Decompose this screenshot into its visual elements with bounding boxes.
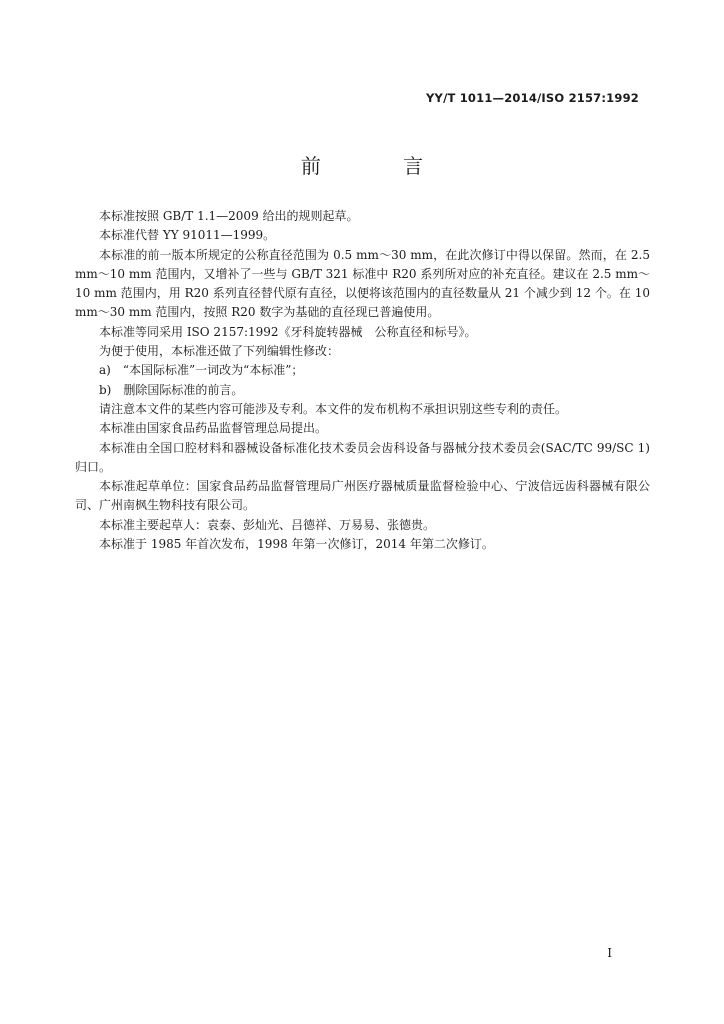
paragraph: 请注意本文件的某些内容可能涉及专利。本文件的发布机构不承担识别这些专利的责任。 — [99, 401, 568, 416]
list-item: a) “本国际标准”一词改为“本标准”； — [99, 363, 304, 378]
standard-code: YY/T 1011—2014/ISO 2157:1992 — [426, 91, 639, 105]
paragraph: 本标准于 1985 年首次发布，1998 年第一次修订，2014 年第二次修订。 — [99, 537, 494, 552]
paragraph: 本标准按照 GB/T 1.1—2009 给出的规则起草。 — [99, 209, 359, 223]
paragraph: 本标准由全国口腔材料和器械设备标准化技术委员会齿科设备与器械分技术委员会(SAC/TC 99/SC 1)归口。 — [75, 440, 650, 474]
paragraph: 为便于使用，本标准还做了下列编辑性修改： — [99, 344, 340, 359]
page-number: I — [607, 946, 612, 960]
paragraph: 本标准由国家食品药品监督管理总局提出。 — [99, 421, 328, 436]
paragraph: 本标准起草单位：国家食品药品监督管理局广州医疗器械质量监督检验中心、宁波信远齿科器械有限公司、广州南枫生物科技有限公司。 — [75, 479, 650, 513]
paragraph: 本标准等同采用 ISO 2157:1992《牙科旋转器械 公称直径和标号》。 — [99, 324, 477, 339]
paragraph: 本标准的前一版本所规定的公称直径范围为 0.5 mm～30 mm，在此次修订中得以保留。然而，在 2.5 mm～10 mm 范围内，又增补了一些与 GB/T 321 标准中 R20 系列所对应的补充直径。建议在 2.5 mm～10 mm 范围内，用 R20 系列直径替代原有直径，以便将该范围内的直径数量从 21 个减少到 12 个。在 10 mm～30 mm 范围内，按照 R20 数字为基础的直径现已普遍使用。 — [75, 247, 650, 320]
list-item: b) 删除国际标准的前言。 — [99, 382, 244, 397]
foreword-body — [75, 207, 650, 554]
page-title: 前 言 — [300, 154, 462, 178]
paragraph: 本标准代替 YY 91011—1999。 — [99, 228, 276, 243]
paragraph: 本标准主要起草人：袁泰、彭灿光、吕德祥、万易易、张德贵。 — [99, 517, 436, 532]
